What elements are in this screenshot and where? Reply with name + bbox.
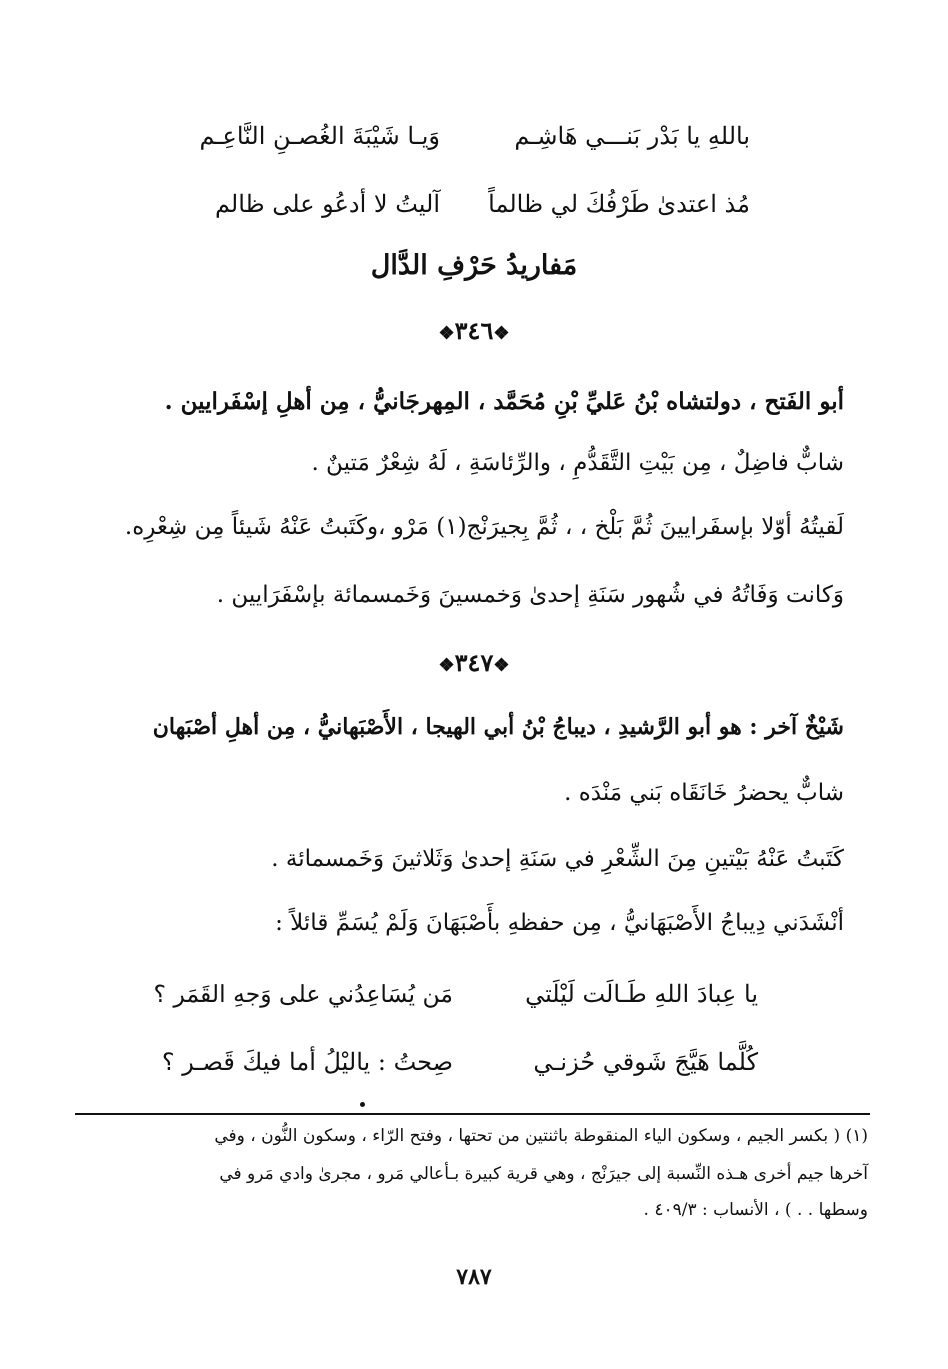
page-number: ٧٨٧	[456, 1264, 492, 1290]
verse-hemistich-right: مُذ اعتدىٰ طَرْفُكَ لي ظالماً	[488, 190, 750, 218]
verse-hemistich-right: كُلَّما هَيَّجَ شَوقي حُزنـي	[533, 1048, 758, 1076]
footnote-line: (١) ( بكسر الجيم ، وسكون الياء المنقوطة باثنتين من تحتها ، وفتح الرّاء ، وسكون النُّون ، وفي	[214, 1126, 868, 1146]
entry-number	[0, 648, 948, 677]
footnote-line: آخرها جيم أخرى هـذه النِّسبة إلى جيرَنْج ، وهي قرية كبيرة بـأعالي مَرو ، مجرىٰ وادي مَرو في	[219, 1164, 868, 1184]
text-line: لَقيتُهُ أوّلا بإسفَرايينَ ثُمَّ بَلْخ ، ، ثُمَّ بِجيرَنْج(١) مَرْو ،وكَتَبتُ عَنْهُ شَيئاً مِن شِعْرِه.	[124, 514, 844, 540]
verse-hemistich-left: وَيـا شَيْبَةَ الغُصـنِ النَّاعِـم	[199, 122, 440, 150]
entry-number-value: ٣٤٧	[454, 648, 494, 677]
verse-hemistich-left: مَن يُسَاعِدُني على وَجهِ القَمَر ؟	[153, 980, 453, 1008]
verse-hemistich-left: آليتُ لا أدعُو على ظالم	[214, 190, 440, 218]
section-heading: مَفاريدُ حَرْفِ الدَّال	[370, 250, 578, 281]
entry-title: أبو الفَتح ، دولتشاه بْنُ عَليِّ بْنِ مُحَمَّد ، المِهرجَانيُّ ، مِن أهلِ إسْفَرايين .	[164, 388, 844, 415]
verse-hemistich-left: صِحتُ : ياليْلُ أما فيكَ قَصـر ؟	[161, 1048, 453, 1076]
text-line: شابٌّ فاضِلٌ ، مِن بَيْتِ التَّقَدُّمِ ، والرِّئاسَةِ ، لَهُ شِعْرٌ مَتينٌ .	[311, 450, 844, 476]
footnote-line: وسطها . . ) ، الأنساب : ٤٠٩/٣ .	[643, 1200, 868, 1220]
entry-number-value: ٣٤٦	[454, 316, 494, 345]
footnote-divider	[75, 1113, 870, 1115]
ornament-icon: ❖	[438, 323, 455, 344]
verse-line	[0, 176, 948, 236]
text-line: شابٌّ يحضرُ خَانَقَاه بَني مَنْدَه .	[564, 780, 844, 806]
verse-line	[0, 108, 948, 168]
ornament-icon: ❖	[438, 655, 455, 676]
ornament-icon: ❖	[493, 655, 510, 676]
verse-hemistich-right: يا عِبادَ اللهِ طَـالَت لَيْلَتي	[525, 980, 758, 1008]
text-line: أنْشَدَني دِيباجُ الأَصْبَهَانيُّ ، مِن حفظهِ بأَصْبَهَانَ وَلَمْ يُسَمِّ قائلاً :	[275, 910, 844, 936]
verse-hemistich-right: باللهِ يا بَدْر بَنـــي هَاشِـم	[514, 122, 750, 150]
entry-title: شَيْخٌ آخر : هو أبو الرَّشيدِ ، ديباجُ بْنُ أبي الهيجا ، الأَصْبَهانيُّ ، مِن أهلِ أصْبَهان	[152, 714, 844, 740]
ornament-icon: ❖	[493, 323, 510, 344]
text-line: وَكانت وَفَاتُهُ في شُهور سَنَةِ إحدىٰ وَخمسينَ وَخَمسمائة بإسْفَرَايين .	[216, 582, 844, 608]
text-line: كَتَبتُ عَنْهُ بَيْتينِ مِنَ الشِّعْرِ في سَنَةِ إحدىٰ وَثَلاثينَ وَخَمسمائة .	[271, 846, 844, 872]
entry-number	[0, 316, 948, 345]
verse-line	[0, 1034, 948, 1094]
decorative-dot	[360, 1102, 365, 1107]
verse-line	[0, 966, 948, 1026]
